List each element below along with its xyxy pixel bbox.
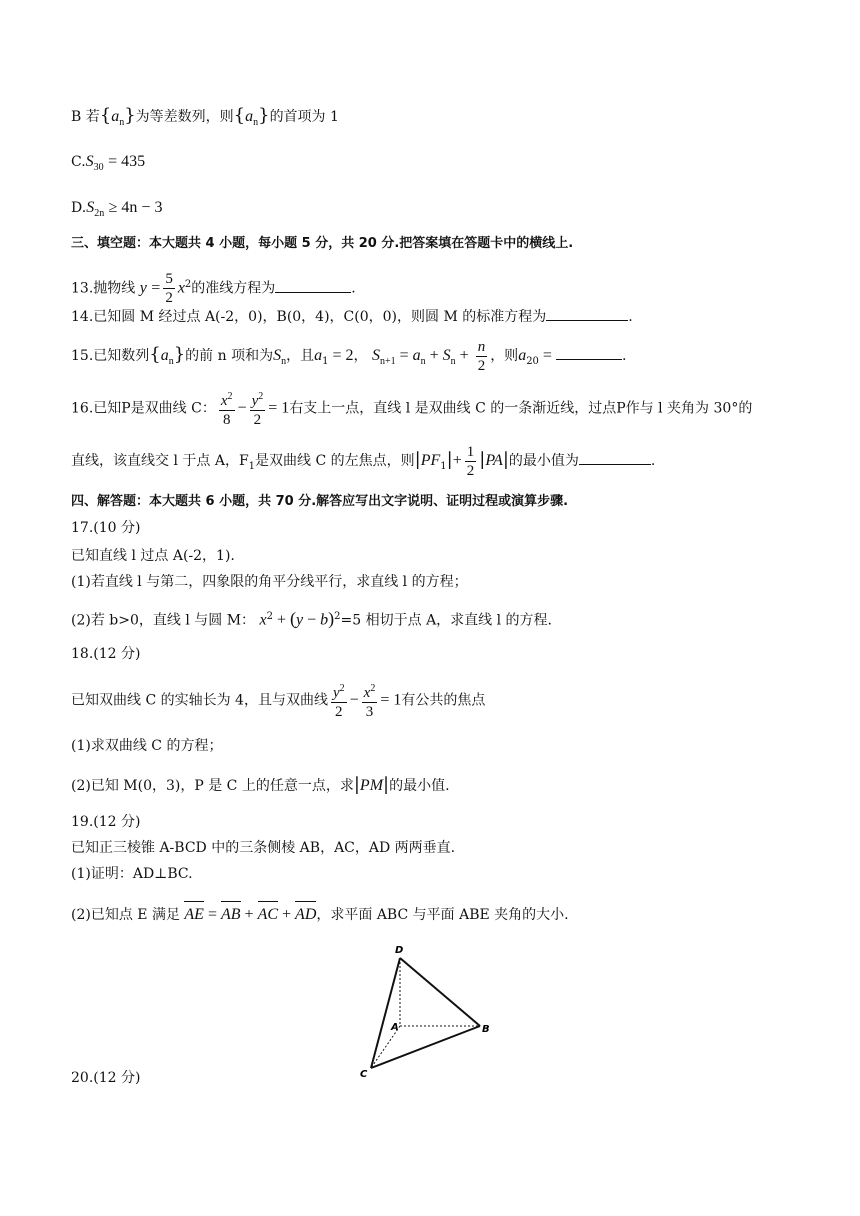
label-a: A (391, 1022, 399, 1033)
question-20-header: 20.(12 分) (71, 1070, 141, 1086)
question-19-part-1: (1)证明：AD⊥BC. (71, 866, 193, 882)
question-16-line-1: 16.已知P是双曲线 C： $\frac{x^2}{8}$ − $\frac{y^2}{2}$ = 1右支上一点，直线 l 是双曲线 C 的一条渐近线，过点P作与 l 夹角为 30°的 (71, 388, 752, 429)
question-15: 15.已知数列$\{a_n\}$的前 n 项和为$S_n$，且$a_1 = 2$， $S_{n+1} = a_n + S_n$ + $\frac{n}{2}$ ，则$a_{20}$ = . (71, 338, 627, 374)
option-c: $C.S_{30} = 435$ (71, 153, 146, 174)
question-18-part-2: (2)已知 M(0，3)，P 是 C 上的任意一点，求|PM|的最小值. (71, 774, 450, 795)
question-19-part-2: (2)已知点 E 满足 AE = AB + AC + AD，求平面 ABC 与平面 ABE 夹角的大小. (71, 902, 569, 928)
question-18-part-1: (1)求双曲线 C 的方程； (71, 738, 223, 754)
answer-blank-14[interactable] (546, 306, 628, 321)
option-b: B 若$\{a_n\}$为等差数列，则$\{a_n\}$的首项为 1 (71, 105, 339, 129)
edge-db (400, 958, 480, 1026)
question-17-part-1: (1)若直线 l 与第二，四象限的角平分线平行，求直线 l 的方程； (71, 574, 468, 590)
label-b: B (482, 1024, 490, 1035)
question-16-line-2: 直线，该直线交 l 于点 A，$F_1$是双曲线 C 的左焦点，则$|PF_1|+$ $\frac{1}{2}$ |PA|的最小值为 . (71, 443, 656, 479)
question-19-header: 19.(12 分) (71, 814, 141, 830)
question-17-header: 17.(10 分) (71, 520, 141, 536)
section-4-heading: 四、解答题：本大题共 6 小题，共 70 分.解答应写出文字说明、证明过程或演算步骤. (71, 494, 569, 509)
question-18-header: 18.(12 分) (71, 646, 141, 662)
question-17-part-2: (2)若 b>0，直线 l 与圆 M： $x^2 + (y - b)^2=5$ 相切于点 A，求直线 l 的方程. (71, 608, 553, 629)
question-17-stem: 已知直线 l 过点 A(-2，1). (71, 548, 235, 564)
question-13: 13.抛物线 y = $\frac{5}{2}$ $x^2$的准线方程为 . (71, 271, 356, 307)
tetrahedron-figure (355, 938, 505, 1080)
edge-dc (371, 958, 400, 1068)
answer-blank-13[interactable] (275, 278, 351, 293)
answer-blank-15[interactable] (556, 345, 622, 360)
answer-blank-16[interactable] (579, 450, 651, 465)
question-14: 14.已知圆 M 经过点 A(-2，0)，B(0，4)，C(0，0)，则圆 M 的标准方程为 . (71, 306, 633, 327)
question-18-stem: 已知双曲线 C 的实轴长为 4，且与双曲线 $\frac{y^2}{2}$ − $\frac{x^2}{3}$ = 1有公共的焦点 (71, 680, 485, 721)
section-3-heading: 三、填空题：本大题共 4 小题，每小题 5 分，共 20 分.把答案填在答题卡中的横线上. (71, 236, 574, 251)
edge-cb (371, 1026, 480, 1068)
label-c: C (360, 1069, 368, 1080)
option-d: $D.S_{2n} \ge 4n - 3$ (71, 199, 163, 220)
label-d: D (395, 945, 404, 956)
question-19-stem: 已知正三棱锥 A-BCD 中的三条侧棱 AB，AC，AD 两两垂直. (71, 840, 456, 856)
